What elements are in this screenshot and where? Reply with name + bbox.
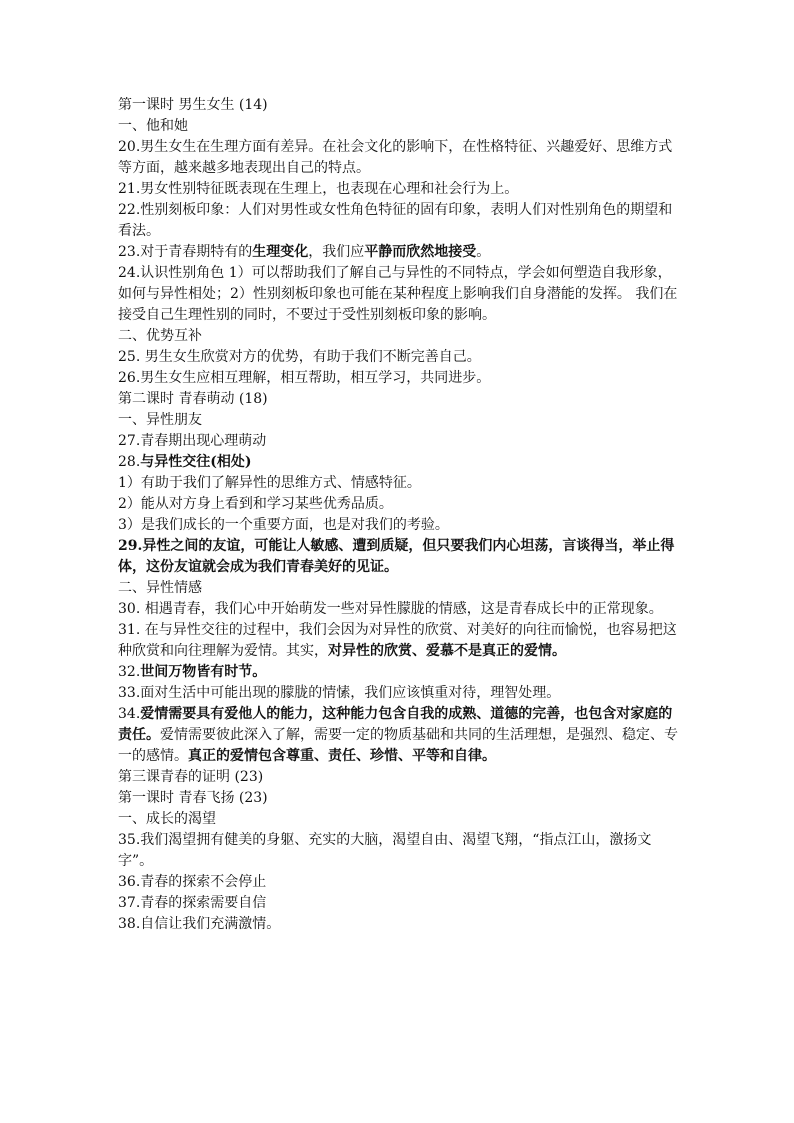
text-segment: 第二课时 青春萌动 (18) xyxy=(118,391,268,407)
paragraph xyxy=(118,830,678,872)
section-heading xyxy=(118,410,678,431)
paragraph xyxy=(118,368,678,389)
paragraph xyxy=(118,431,678,452)
text-segment: 20.男生女生在生理方面有差异。在社会文化的影响下，在性格特征、兴趣爱好、思维方式等方面，越来越多地表现出自己的特点。 xyxy=(118,139,673,176)
bold-segment: 与异性交往(相处) xyxy=(140,454,252,470)
paragraph xyxy=(118,536,678,578)
paragraph xyxy=(118,200,678,242)
lesson-heading xyxy=(118,95,678,116)
text-segment: 。 xyxy=(476,244,491,260)
paragraph xyxy=(118,620,678,662)
text-segment: 23.对于青春期特有的 xyxy=(118,244,253,260)
paragraph xyxy=(118,242,678,263)
paragraph xyxy=(118,914,678,935)
paragraph xyxy=(118,599,678,620)
paragraph xyxy=(118,872,678,893)
lesson-heading xyxy=(118,389,678,410)
text-segment: 37.青春的探索需要自信 xyxy=(118,895,267,911)
text-segment: 26.男生女生应相互理解，相互帮助，相互学习，共同进步。 xyxy=(118,370,491,386)
bold-segment: 29.异性之间的友谊，可能让人敏感、遭到质疑，但只要我们内心坦荡，言谈得当，举止得体，这份友谊就会成为我们青春美好的见证。 xyxy=(118,538,675,575)
chapter-heading xyxy=(118,767,678,788)
bold-segment: 生理变化 xyxy=(252,244,309,260)
text-segment: 27.青春期出现心理萌动 xyxy=(118,433,267,449)
text-segment: 二、异性情感 xyxy=(118,580,202,596)
paragraph xyxy=(118,137,678,179)
document-page xyxy=(118,95,678,935)
paragraph xyxy=(118,704,678,767)
text-segment: 33.面对生活中可能出现的朦胧的情愫，我们应该慎重对待，理智处理。 xyxy=(118,685,561,701)
text-segment: 25. 男生女生欣赏对方的优势，有助于我们不断完善自己。 xyxy=(118,349,481,365)
lesson-heading xyxy=(118,788,678,809)
text-segment: 30. 相遇青春，我们心中开始萌发一些对异性朦胧的情感，这是青春成长中的正常现象。 xyxy=(118,601,663,617)
paragraph xyxy=(118,452,678,473)
paragraph xyxy=(118,893,678,914)
text-segment: 22.性别刻板印象：人们对男性或女性角色特征的固有印象，表明人们对性别角色的期望和看法。 xyxy=(118,202,673,239)
list-item xyxy=(118,494,678,515)
bold-segment: 真正的爱情包含尊重、责任、珍惜、平等和自律。 xyxy=(188,748,496,764)
text-segment: 38.自信让我们充满激情。 xyxy=(118,916,281,932)
text-segment: 31. 在与异性交往的过程中，我们会因为对异性的欣赏、对美好的向往而愉悦，也容易把这种欣赏和向往理解为爱情。其实， xyxy=(118,622,677,659)
list-item xyxy=(118,473,678,494)
text-segment: 3）是我们成长的一个重要方面，也是对我们的考验。 xyxy=(118,517,449,533)
paragraph xyxy=(118,683,678,704)
list-item xyxy=(118,515,678,536)
text-segment: 21.男女性别特征既表现在生理上，也表现在心理和社会行为上。 xyxy=(118,181,519,197)
text-segment: 爱情需要彼此深入了解，需要一定的物质基础和共同的生活理想，是强烈、稳定、专一的感情。 xyxy=(118,727,678,764)
text-segment: 35.我们渴望拥有健美的身躯、充实的大脑，渴望自由、渴望飞翔，“指点江山，激扬文字”。 xyxy=(118,832,652,869)
paragraph xyxy=(118,347,678,368)
text-segment: 一、他和她 xyxy=(118,118,188,134)
text-segment: 28. xyxy=(118,454,141,470)
text-segment: 第一课时 青春飞扬 (23) xyxy=(118,790,268,806)
text-segment: 一、成长的渴望 xyxy=(118,811,216,827)
bold-segment: 平静而欣然地接受 xyxy=(364,244,477,260)
text-segment: 1）有助于我们了解异性的思维方式、情感特征。 xyxy=(118,475,421,491)
section-heading xyxy=(118,578,678,599)
section-heading xyxy=(118,116,678,137)
text-segment: 第三课青春的证明 (23) xyxy=(118,769,264,785)
text-segment: 24.认识性别角色 1）可以帮助我们了解自己与异性的不同特点，学会如何塑造自我形象，如何与异性相处；2）性别刻板印象也可能在某种程度上影响我们自身潜能的发挥。 我们在接受自己生理性别的同时，不要过于受性别刻板印象的影响。 xyxy=(118,265,678,323)
text-segment: 36.青春的探索不会停止 xyxy=(118,874,267,890)
bold-segment: 对异性的欣赏、爱慕不是真正的爱情。 xyxy=(328,643,566,659)
text-segment: ，我们应 xyxy=(308,244,365,260)
text-segment: 34. xyxy=(118,706,141,722)
text-segment: 32. xyxy=(118,664,141,680)
paragraph xyxy=(118,662,678,683)
section-heading xyxy=(118,809,678,830)
bold-segment: 爱情需要具有爱他人的能力，这种能力包含自我的成熟、道德的完善，也包含对家庭的责任。 xyxy=(118,706,673,743)
bold-segment: 世间万物皆有时节。 xyxy=(140,664,267,680)
paragraph xyxy=(118,179,678,200)
text-segment: 一、异性朋友 xyxy=(118,412,202,428)
text-segment: 二、优势互补 xyxy=(118,328,202,344)
text-segment: 第一课时 男生女生 (14) xyxy=(118,97,268,113)
text-segment: 2）能从对方身上看到和学习某些优秀品质。 xyxy=(118,496,393,512)
section-heading xyxy=(118,326,678,347)
paragraph xyxy=(118,263,678,326)
